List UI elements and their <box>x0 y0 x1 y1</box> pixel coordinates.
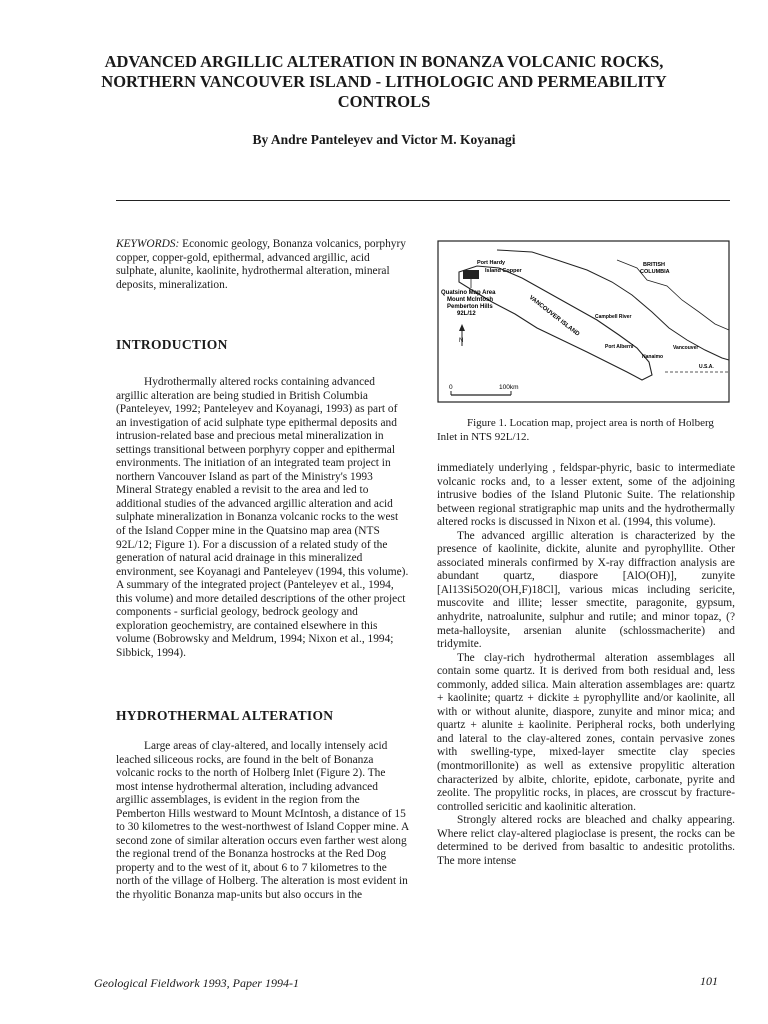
right-column-body <box>437 462 735 868</box>
title-line-3: CONTROLS <box>337 92 431 111</box>
label-campbell-river: Campbell River <box>595 314 632 320</box>
label-north: N <box>459 338 464 344</box>
keywords <box>116 238 409 292</box>
location-map <box>437 240 730 403</box>
label-british: BRITISH <box>643 262 665 268</box>
label-92l12: 92L/12 <box>457 311 476 317</box>
label-vancouver: Vancouver <box>673 345 699 351</box>
heading-introduction: INTRODUCTION <box>116 337 228 352</box>
label-vancouver-island: VANCOUVER ISLAND <box>527 294 581 338</box>
footer-citation: Geological Fieldwork 1993, Paper 1994-1 <box>94 976 299 990</box>
label-port-hardy: Port Hardy <box>477 260 506 266</box>
page-number: 101 <box>700 974 718 988</box>
project-area-marker <box>463 270 479 279</box>
label-nanaimo: Nanaimo <box>642 354 664 360</box>
scale-zero: 0 <box>449 384 453 391</box>
heading-hydrothermal-alteration: HYDROTHERMAL ALTERATION <box>116 708 334 723</box>
scale-100km: 100km <box>499 384 519 391</box>
header-rule <box>116 200 730 201</box>
label-usa: U.S.A. <box>699 364 714 370</box>
label-columbia: COLUMBIA <box>640 269 670 275</box>
figure-caption: Figure 1. Location map, project area is north of Holberg Inlet in NTS 92L/12. <box>437 417 714 443</box>
title-line-1: ADVANCED ARGILLIC ALTERATION IN BONANZA VOLCANIC ROCKS, <box>104 52 664 71</box>
keywords-label: KEYWORDS: <box>116 238 180 250</box>
hydrothermal-paragraph: Large areas of clay-altered, and locally intensely acid leached siliceous rocks, are found in the belt of Bonanza volcanic rocks to the north of Holberg Inlet (Figure 2). The most intense hydrothermal alteration, including advanced argillic assemblages, is evident in the region from the Pemberton Hills westward to Mount McIntosh, a distance of 15 to 30 kilometres to the west-northwest of Island Copper mine. A second zone of similar alteration occurs even farther west along the regional trend of the Bonanza hostrocks at the Red Dog property and to the west of it, about 6 to 7 kilometres to the north of the village of Holberg. The alteration is most evident in the rhyolitic Bonanza map-units but also occurs in the <box>116 740 409 902</box>
label-quatsino: Quatsino Map Area <box>441 290 496 296</box>
label-pemberton-hills: Pemberton Hills <box>447 304 493 310</box>
keywords-text: Economic geology, Bonanza volcanics, porphyry copper, copper-gold, epithermal, advanced argillic, acid sulphate, alunite, kaolinite, hydrothermal alteration, mineral deposits, mineralization. <box>116 238 406 291</box>
byline: By Andre Panteleyev and Victor M. Koyanagi <box>252 132 516 147</box>
hydrothermal-body <box>116 740 409 903</box>
paragraph-strongly-altered: Strongly altered rocks are bleached and chalky appearing. Where relict clay-altered plagioclase is present, the rocks can be determined to be derived from basaltic to andesitic protoliths. The more intense <box>437 814 735 867</box>
paragraph-advanced-argillic: The advanced argillic alteration is characterized by the presence of kaolinite, dickite, alunite and pyrophyllite. Other associated minerals confirmed by X-ray diffraction analysis are abundant quartz, diaspore [AlO(OH)], zunyite [Al13Si5O20(OH,F)18Cl], various micas including sericite, muscovite and illite; lesser smectite, paragonite, gypsum, anhydrite, natroalunite, sulphur and rutile; and minor topaz, (? meta-halloysite, arsenian alunite (schlossmacherite) and tridymite. <box>437 529 735 651</box>
title-line-2: NORTHERN VANCOUVER ISLAND - LITHOLOGIC AND PERMEABILITY <box>101 72 667 91</box>
paragraph-continued: immediately underlying , feldspar-phyric, basic to intermediate volcanic rocks and, to a lesser extent, some of the adjoining intrusive bodies of the Island Plutonic Suite. The relationship between regional stratigraphic map units and the hydrothermally altered rocks is discussed in Nixon et al. (1994, this volume). <box>437 462 735 529</box>
introduction-body <box>116 376 409 660</box>
label-island-copper: Island Copper <box>485 268 522 274</box>
introduction-paragraph: Hydrothermally altered rocks containing advanced argillic alteration are being studied in British Columbia (Panteleyev, 1992; Panteleyev and Koyanagi, 1993) as part of an investigation of acid sulphate type epithermal deposits and intrusion-related base and precious metal mineralization in settings transitional between porphyry copper and epithermal environments. The initiation of an integrated team project in northern Vancouver Island as part of the Ministry's 1993 Mineral Strategy enabled a revisit to the area and led to additional studies of the advanced argillic alteration and acid sulphate mineralization in Bonanza volcanic rocks to the west of the Island Copper mine in the Quatsino map area (NTS 92L/12; Figure 1). For a discussion of a related study of the generation of natural acid drainage in this mineralized environment, see Koyanagi and Panteleyev (1994, this volume). A summary of the integrated project (Panteleyev et al., 1994, this volume) and more detailed descriptions of the other project components - surficial geology, bedrock geology and exploration geochemistry, are contained elsewhere in this volume (Bobrowsky and Meldrum, 1994; Nixon et al., 1994; Sibbick, 1994). <box>116 376 409 659</box>
label-port-alberni: Port Alberni <box>605 344 634 350</box>
paragraph-clay-rich: The clay-rich hydrothermal alteration assemblages all contain some quartz. It is derived from both residual and, less commonly, added silica. Main alteration assemblages are: quartz + kaolinite; quartz + dickite ± pyrophyllite and/or kaolinite, all with or without alunite, diaspore, zunyite and minor mica; and quartz + alunite ± kaolinite. Peripheral rocks, both underlying and lateral to the clay-altered zones, contain pervasive zones with swelling-type, mixed-layer smectite clay species (montmorillonite) as well as extensive propylitic alteration characterized by albite, chlorite, epidote, carbonate, pyrite and zeolite. The propylitic rocks, in places, are crosscut by fracture-controlled sericitic and kaolinitic alteration. <box>437 651 735 813</box>
label-mount-mcintosh: Mount McIntosh <box>447 297 493 303</box>
paper-title <box>100 52 668 112</box>
